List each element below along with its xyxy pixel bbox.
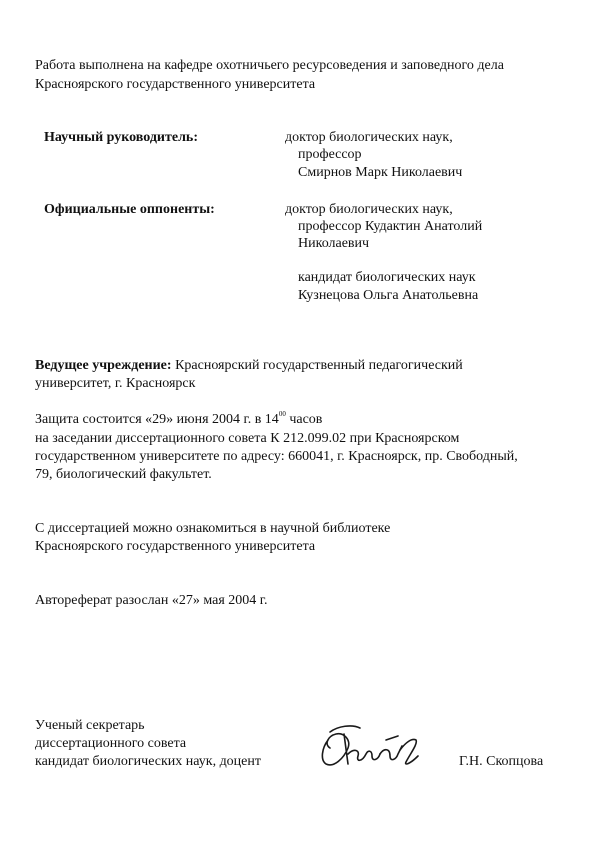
defense-minutes: 00: [278, 410, 286, 418]
leading-org-name: Красноярский государственный педагогический: [175, 358, 463, 373]
opponent1-line-3: Николаевич: [298, 236, 370, 251]
secretary-line-1: Ученый секретарь: [35, 718, 145, 733]
opponents-label: Официальные оппоненты:: [44, 202, 215, 217]
defense-line-2: на заседании диссертационного совета К 212.099.02 при Красноярском: [35, 431, 460, 446]
library-line-2: Красноярского государственного университета: [35, 539, 316, 554]
supervisor-line-1: доктор биологических наук,: [285, 130, 453, 145]
secretary-name: Г.Н. Скопцова: [459, 754, 544, 769]
defense-date-text: Защита состоится «29» июня 2004 г. в 14: [35, 412, 279, 427]
defense-line-3: государственном университете по адресу: 660041, г. Красноярск, пр. Свободный,: [35, 449, 518, 464]
opponent1-line-2: профессор Кудактин Анатолий: [298, 219, 483, 234]
intro-line-2: Красноярского государственного университета: [35, 77, 316, 92]
defense-line-1: [35, 410, 322, 429]
leading-org-label: Ведущее учреждение:: [35, 358, 172, 373]
library-line-1: С диссертацией можно ознакомиться в научной библиотеке: [35, 521, 391, 536]
sent-date: Автореферат разослан «27» мая 2004 г.: [35, 593, 268, 608]
supervisor-line-2: профессор: [298, 147, 362, 162]
opponent1-line-1: доктор биологических наук,: [285, 202, 453, 217]
secretary-line-3: кандидат биологических наук, доцент: [35, 754, 262, 769]
secretary-line-2: диссертационного совета: [35, 736, 187, 751]
leading-org-line-1: [35, 356, 463, 375]
defense-hours-word: часов: [285, 412, 323, 427]
opponent2-name: Кузнецова Ольга Анатольевна: [298, 288, 479, 303]
handwritten-signature: [314, 718, 438, 778]
defense-line-4: 79, биологический факультет.: [35, 467, 212, 482]
intro-line-1: Работа выполнена на кафедре охотничьего ресурсоведения и заповедного дела: [35, 58, 504, 73]
leading-org-line-2: университет, г. Красноярск: [35, 376, 196, 391]
supervisor-name: Смирнов Марк Николаевич: [298, 165, 463, 180]
opponent2-line-1: кандидат биологических наук: [298, 270, 476, 285]
supervisor-label: Научный руководитель:: [44, 130, 198, 145]
